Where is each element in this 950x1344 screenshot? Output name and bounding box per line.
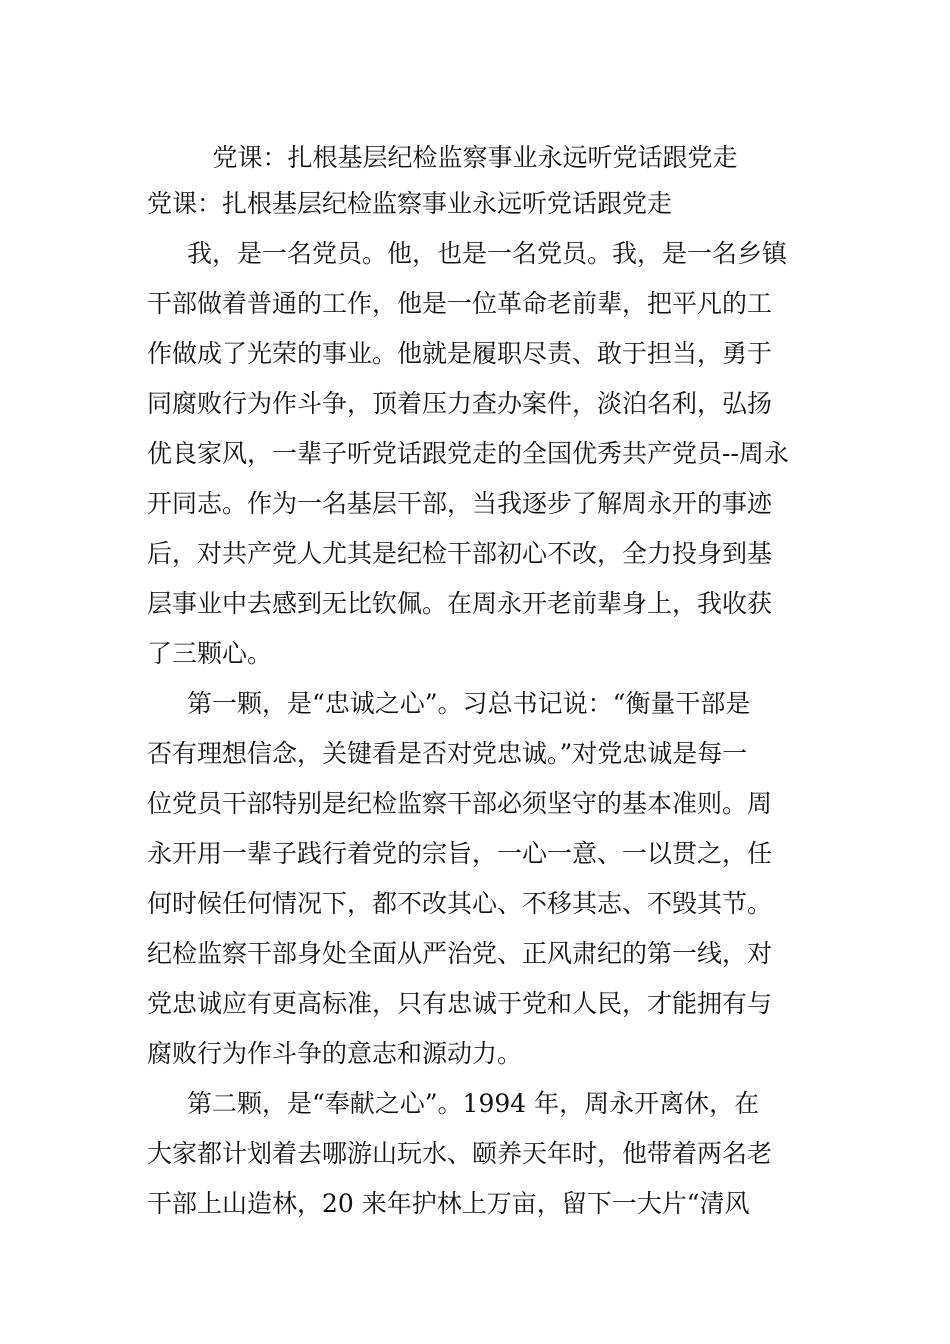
paragraph-line: 干部上山造林，20 来年护林上万亩，留下一大片“清风 xyxy=(147,1189,750,1218)
paragraph-line: 作做成了光荣的事业。他就是履职尽责、敢于担当，勇于 xyxy=(147,339,773,368)
paragraph-line: 位党员干部特别是纪检监察干部必须坚守的基本准则。周 xyxy=(147,789,773,818)
paragraph-line: 优良家风，一辈子听党话跟党走的全国优秀共产党员--周永 xyxy=(147,439,789,468)
paragraph-line: 同腐败行为作斗争，顶着压力查办案件，淡泊名利，弘扬 xyxy=(147,389,773,418)
paragraph-line: 腐败行为作斗争的意志和源动力。 xyxy=(147,1039,523,1068)
paragraph-line: 第二颗，是“奉献之心”。1994 年，周永开离休，在 xyxy=(187,1089,760,1118)
paragraph-line: 后，对共产党人尤其是纪检干部初心不改，全力投身到基 xyxy=(147,539,773,568)
paragraph-line: 开同志。作为一名基层干部，当我逐步了解周永开的事迹 xyxy=(147,489,773,518)
paragraph-line: 纪检监察干部身处全面从严治党、正风肃纪的第一线，对 xyxy=(147,939,773,968)
paragraph-line: 永开用一辈子践行着党的宗旨，一心一意、一以贯之，任 xyxy=(147,839,773,868)
paragraph-line: 否有理想信念，关键看是否对党忠诚。”对党忠诚是每一 xyxy=(147,739,748,768)
paragraph-line: 党忠诚应有更高标准，只有忠诚于党和人民，才能拥有与 xyxy=(147,989,773,1018)
paragraph-line: 层事业中去感到无比钦佩。在周永开老前辈身上，我收获 xyxy=(147,589,773,618)
paragraph-line: 干部做着普通的工作，他是一位革命老前辈，把平凡的工 xyxy=(147,289,773,318)
paragraph-line: 大家都计划着去哪游山玩水、颐养天年时，他带着两名老 xyxy=(147,1139,773,1168)
paragraph-line: 我，是一名党员。他，也是一名党员。我，是一名乡镇 xyxy=(187,239,788,268)
paragraph-line: 何时候任何情况下，都不改其心、不移其志、不毁其节。 xyxy=(147,889,773,918)
document-title: 党课：扎根基层纪检监察事业永远听党话跟党走 xyxy=(212,143,738,172)
document-subtitle: 党课：扎根基层纪检监察事业永远听党话跟党走 xyxy=(147,189,673,218)
paragraph-line: 第一颗，是“忠诚之心”。习总书记说：“衡量干部是 xyxy=(187,689,751,718)
paragraph-line: 了三颗心。 xyxy=(147,639,273,668)
